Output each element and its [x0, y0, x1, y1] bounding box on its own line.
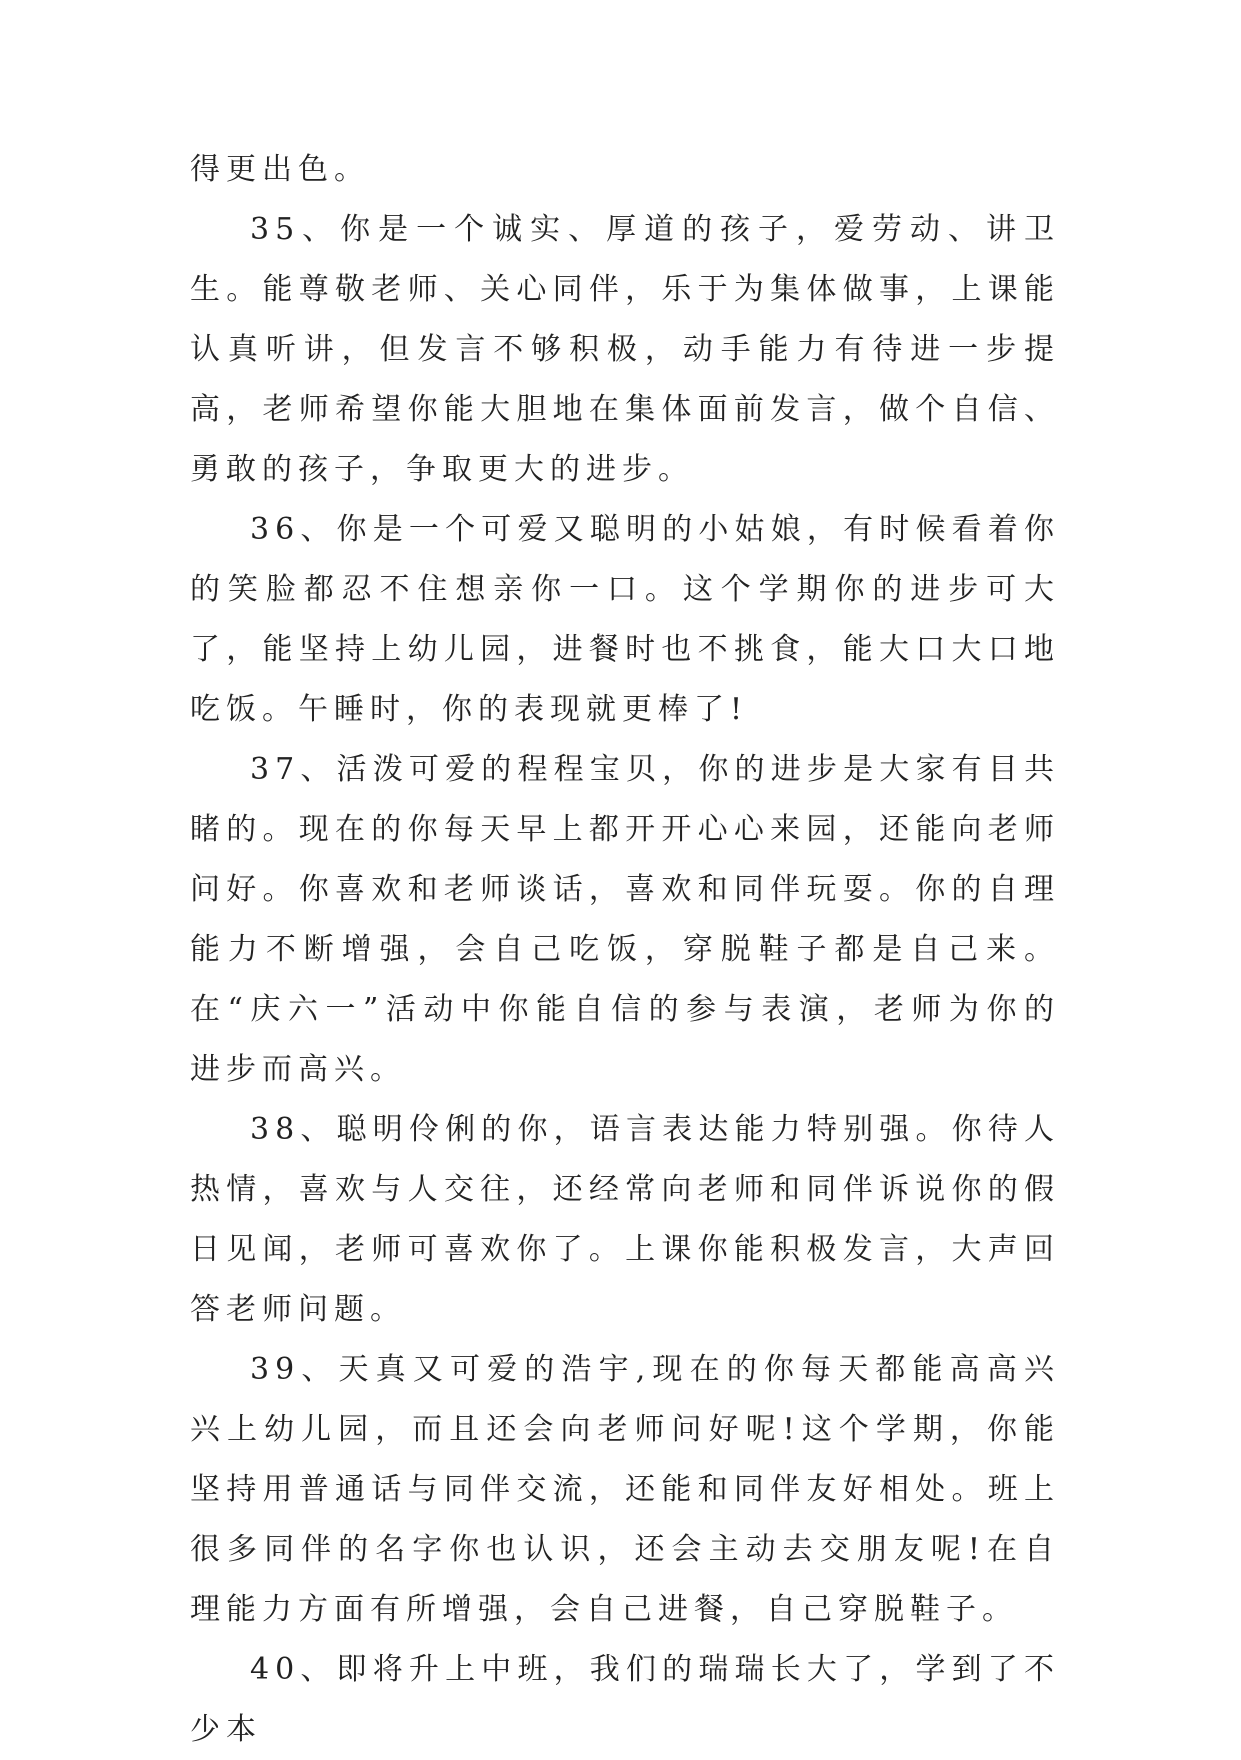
paragraph-comment-39: 39、天真又可爱的浩宇,现在的你每天都能高高兴兴上幼儿园，而且还会向老师问好呢!这个学期，你能坚持用普通话与同伴交流，还能和同伴友好相处。班上很多同伴的名字你也认识，还会主动去交朋友呢!在自理能力方面有所增强，会自己进餐，自己穿脱鞋子。: [190, 1352, 1060, 1627]
paragraph-comment-35: 35、你是一个诚实、厚道的孩子，爱劳动、讲卫生。能尊敬老师、关心同伴，乐于为集体做事，上课能认真听讲，但发言不够积极，动手能力有待进一步提高，老师希望你能大胆地在集体面前发言，做个自信、勇敢的孩子，争取更大的进步。: [190, 212, 1060, 487]
document-body: [190, 140, 1060, 1760]
paragraph-comment-38: 38、聪明伶俐的你，语言表达能力特别强。你待人热情，喜欢与人交往，还经常向老师和同伴诉说你的假日见闻，老师可喜欢你了。上课你能积极发言，大声回答老师问题。: [190, 1112, 1060, 1327]
paragraph-comment-37: 37、活泼可爱的程程宝贝，你的进步是大家有目共睹的。现在的你每天早上都开开心心来园，还能向老师问好。你喜欢和老师谈话，喜欢和同伴玩耍。你的自理能力不断增强，会自己吃饭，穿脱鞋子都是自己来。在“庆六一”活动中你能自信的参与表演，老师为你的进步而高兴。: [190, 752, 1060, 1087]
paragraph-comment-40: 40、即将升上中班，我们的瑞瑞长大了，学到了不少本: [190, 1652, 1060, 1747]
paragraph-comment-36: 36、你是一个可爱又聪明的小姑娘，有时候看着你的笑脸都忍不住想亲你一口。这个学期你的进步可大了，能坚持上幼儿园，进餐时也不挑食，能大口大口地吃饭。午睡时，你的表现就更棒了!: [190, 512, 1060, 727]
paragraph-continuation: 得更出色。: [190, 152, 370, 187]
